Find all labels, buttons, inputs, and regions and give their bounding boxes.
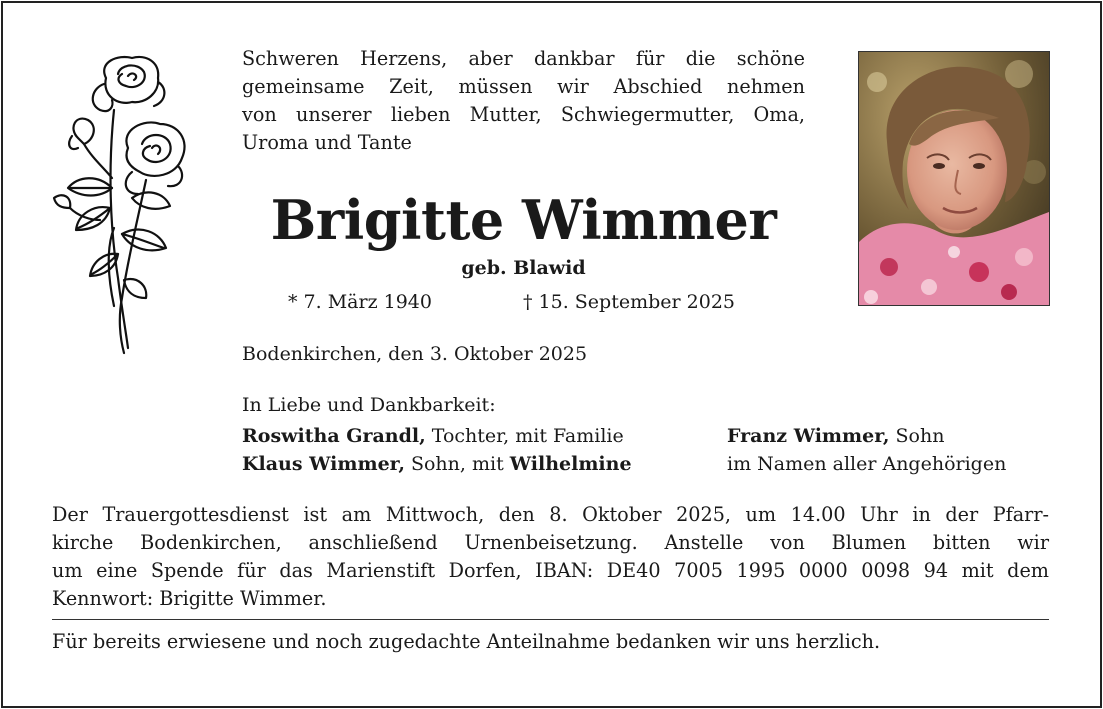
mourner-name: Roswitha Grandl, [242, 425, 426, 447]
place-date: Bodenkirchen, den 3. Oktober 2025 [242, 343, 588, 365]
rose-illustration [48, 48, 190, 360]
service-line: um eine Spende für das Marienstift Dorfen, IBAN: DE40 7005 1995 0000 0098 94 mit dem [52, 559, 1049, 582]
service-line: kirche Bodenkirchen, anschließend Urnenbeisetzung. Anstelle von Blumen bitten wir [52, 531, 1049, 554]
divider [52, 619, 1049, 620]
intro-line: Uroma und Tante [242, 131, 412, 154]
mourner-name: Klaus Wimmer, [242, 453, 405, 475]
intro-line: von unserer lieben Mutter, Schwiegermutter, Oma, [242, 103, 805, 126]
mourner-name: Franz Wimmer, [727, 425, 890, 447]
mourners-left [242, 422, 632, 478]
mourner-entry [242, 422, 632, 450]
mourner-relation: Sohn, mit [404, 453, 510, 475]
deceased-name: Brigitte Wimmer [270, 188, 777, 252]
mourners-heading: In Liebe und Dankbarkeit: [242, 394, 496, 416]
service-line: Der Trauergottesdienst ist am Mittwoch, den 8. Oktober 2025, um 14.00 Uhr in der Pfarr- [52, 503, 1049, 526]
mourner-relation: Tochter, mit Familie [425, 425, 624, 447]
maiden-name: geb. Blawid [461, 257, 586, 279]
mourner-relation: Sohn [889, 425, 945, 447]
mourners-right [727, 422, 1006, 478]
closing-text: Für bereits erwiesene und noch zugedachte Anteilnahme bedanken wir uns herzlich. [52, 630, 881, 653]
mourner-note: im Namen aller Angehörigen [727, 453, 1007, 475]
service-line: Kennwort: Brigitte Wimmer. [52, 587, 327, 610]
mourner-entry [727, 422, 1006, 450]
mourner-partner: Wilhelmine [509, 453, 632, 475]
intro-line: Schweren Herzens, aber dankbar für die schöne [242, 47, 805, 70]
death-date: † 15. September 2025 [523, 291, 735, 313]
birth-date: * 7. März 1940 [288, 291, 432, 313]
service-text [52, 501, 1049, 613]
portrait-image [859, 52, 1049, 305]
mourner-entry [242, 450, 632, 478]
intro-line: gemeinsame Zeit, müssen wir Abschied nehmen [242, 75, 805, 98]
intro-text [242, 45, 805, 157]
portrait-photo [858, 51, 1050, 306]
